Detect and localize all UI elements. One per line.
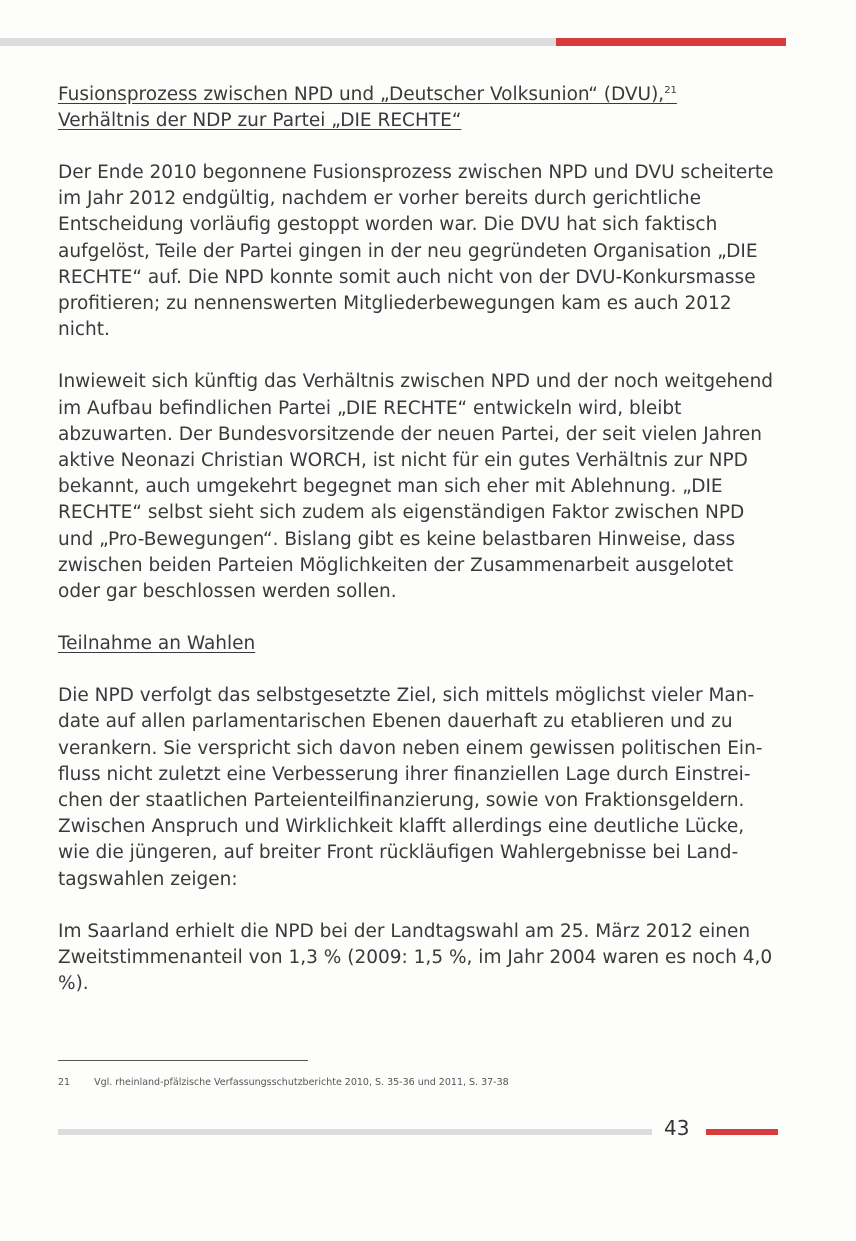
- paragraph-elections-goal: Die NPD verfolgt das selbstgesetzte Ziel, sich mittels möglichst vieler Mandate auf allen parlamentarischen Ebenen dauerhaft zu etablieren und zu verankern. Sie verspricht sich davon neben einem gewissen politischen Einfluss nicht zuletzt eine Verbesserung ihrer finanziellen Lage durch Einstreichen der staatlichen Parteienteilfinanzierung, sowie von Fraktionsgeldern. Zwischen Anspruch und Wirklichkeit klafft allerdings eine deutliche Lücke, wie die jüngeren, auf breiter Front rückläufigen Wahlergebnisse bei Landtagswahlen zeigen:: [58, 685, 763, 890]
- heading-text-1: Fusionsprozess zwischen NPD und „Deutscher Volksunion“ (DVU),: [58, 84, 665, 105]
- paragraph-saarland: Im Saarland erhielt die NPD bei der Landtagswahl am 25. März 2012 einen Zweitstimmenanteil von 1,3 % (2009: 1,5 %, im Jahr 2004 waren es noch 4,0 %).: [58, 920, 773, 995]
- page-number: 43: [664, 1116, 690, 1140]
- footnote-text: Vgl. rheinland-pfälzische Verfassungsschutzberichte 2010, S. 35-36 und 2011, S. 37-38: [94, 1077, 509, 1088]
- bottom-bar-red: [706, 1129, 778, 1135]
- page-content: [58, 82, 774, 997]
- footnote: [58, 1077, 509, 1088]
- section-heading-line-2: Verhältnis der NDP zur Partei „DIE RECHTE“: [58, 110, 462, 131]
- paragraph-relationship: Inwieweit sich künftig das Verhältnis zwischen NPD und der noch weitgehend im Aufbau befindlichen Partei „DIE RECHTE“ entwickeln wird, bleibt abzuwarten. Der Bundesvorsitzende der neuen Partei, der seit vielen Jahren aktive Neonazi Christian WORCH, ist nicht für ein gutes Verhältnis zur NPD bekannt, auch umgekehrt begegnet man sich eher mit Ablehnung. „DIE RECHTE“ selbst sieht sich zudem als eigenständigen Faktor zwischen NPD und „Pro-Bewegungen“. Bislang gibt es keine belastbaren Hinweise, dass zwischen beiden Parteien Möglichkeiten der Zusammenarbeit ausgelotet oder gar beschlossen werden sollen.: [58, 371, 774, 603]
- top-bar-grey-segment: [0, 38, 556, 46]
- footnote-number: 21: [58, 1077, 71, 1088]
- paragraph-fusion: Der Ende 2010 begonnene Fusionsprozess zwischen NPD und DVU scheiterte im Jahr 2012 endgültig, nachdem er vorher bereits durch gerichtliche Entscheidung vorläufig gestoppt worden war. Die DVU hat sich faktisch aufgelöst, Teile der Partei gingen in der neu gegründeten Organisation „DIE RECHTE“ auf. Die NPD konnte somit auch nicht von der DVU-Konkursmasse profitieren; zu nennenswerten Mitgliederbewegungen kam es auch 2012 nicht.: [58, 162, 774, 341]
- section-heading-elections: Teilnahme an Wahlen: [58, 633, 256, 655]
- footnote-divider: [58, 1060, 308, 1061]
- section-heading: [58, 82, 774, 134]
- bottom-bar-grey: [58, 1129, 652, 1135]
- top-bar-red-segment: [556, 38, 786, 46]
- footnote-reference: 21: [664, 85, 677, 96]
- section-heading-line-1: [58, 82, 774, 108]
- top-decorative-bar: [0, 38, 786, 46]
